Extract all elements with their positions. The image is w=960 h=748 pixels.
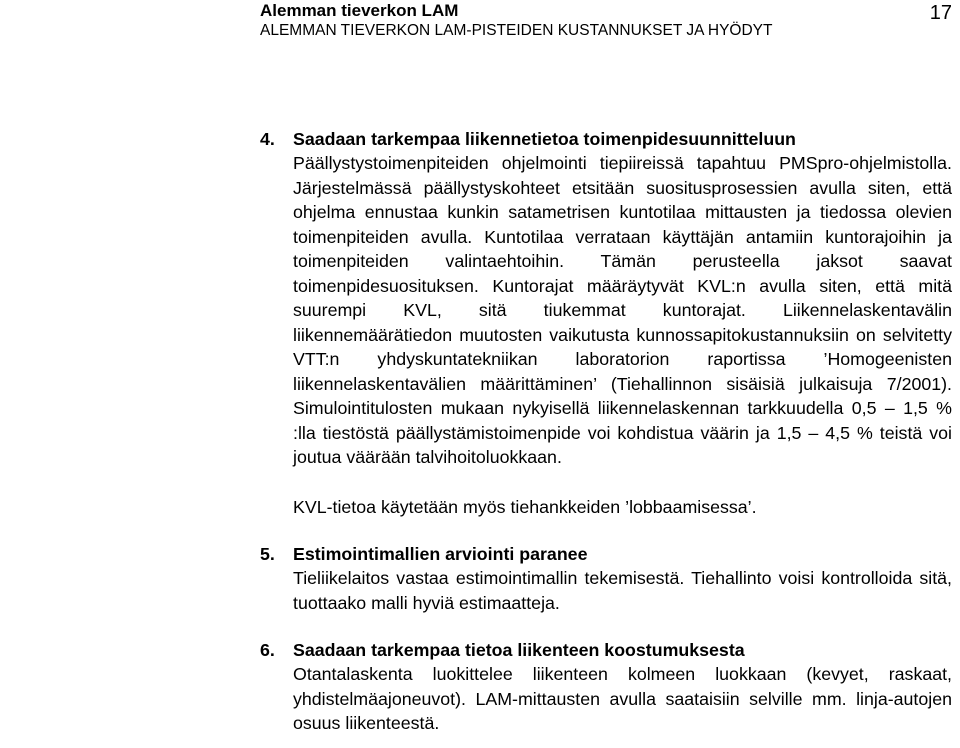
page-header	[260, 0, 960, 44]
section-heading	[260, 127, 952, 151]
section-paragraph-extra: KVL-tietoa käytetään myös tiehankkeiden ’lobbaamisessa’.	[293, 496, 757, 517]
section-5	[260, 542, 952, 615]
section-paragraph: Otantalaskenta luokittelee liikenteen kolmeen luokkaan (kevyet, raskaat, yhdistelmäajoneuvot). LAM-mittausten avulla saataisiin selville mm. linja-autojen osuus liikenteestä.	[293, 664, 952, 733]
header-title: Alemman tieverkon LAM	[260, 1, 459, 20]
page-number: 17	[929, 2, 952, 24]
section-number: 4.	[260, 129, 275, 149]
section-number: 6.	[260, 640, 275, 660]
section-number: 5.	[260, 544, 275, 564]
section-title: Saadaan tarkempaa liikennetietoa toimenpidesuunnitteluun	[293, 129, 796, 149]
section-heading	[260, 542, 952, 566]
header-subtitle: ALEMMAN TIEVERKON LAM-PISTEIDEN KUSTANNUKSET JA HYÖDYT	[260, 22, 773, 39]
section-6	[260, 638, 952, 736]
section-paragraph: Päällystystoimenpiteiden ohjelmointi tiepiireissä tapahtuu PMSpro-ohjelmistolla. Järjestelmässä päällystyskohteet etsitään suositusprosessien avulla siten, että ohjelma ennustaa kunkin satametrisen kuntotilaa mittausten ja tiedossa olevien toimenpiteiden avulla. Kuntotilaa verrataan käyttäjän antamiin kuntorajoihin ja toimenpiteiden valintaehtoihin. Tämän perusteella jaksot saavat toimenpidesuosituksen. Kuntorajat määräytyvät KVL:n avulla siten, että mitä suurempi KVL, sitä tiukemmat kuntorajat. Liikennelaskentavälin liikennemäärätiedon muutosten vaikutusta kunnossapitokustannuksiin on selvitetty VTT:n yhdyskuntatekniikan laboratorion raportissa ’Homogeenisten liikennelaskentavälien määrittäminen’ (Tiehallinnon sisäisiä julkaisuja 7/2001). Simulointitulosten mukaan nykyisellä liikennelaskennan tarkkuudella 0,5 – 1,5 % :lla tiestöstä päällystämistoimenpide voi kohdistua väärin ja 1,5 – 4,5 % teistä voi joutua väärään talvihoitoluokkaan.	[293, 153, 952, 467]
section-4	[260, 127, 952, 519]
document-body	[260, 127, 952, 736]
section-title: Estimointimallien arviointi paranee	[293, 544, 588, 564]
section-heading	[260, 638, 952, 662]
section-paragraph: Tieliikelaitos vastaa estimointimallin tekemisestä. Tiehallinto voisi kontrolloida sitä, tuottaako malli hyviä estimaatteja.	[293, 568, 952, 613]
section-title: Saadaan tarkempaa tietoa liikenteen koostumuksesta	[293, 640, 745, 660]
